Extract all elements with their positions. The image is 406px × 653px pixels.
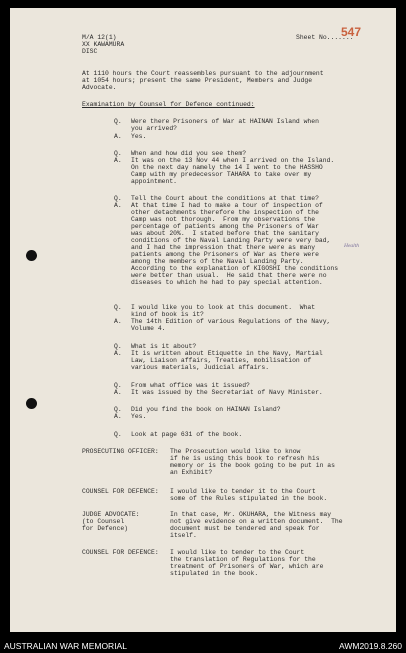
intro-line: At 1110 hours the Court reassembles pursuant to the adjournment (82, 70, 324, 77)
speaker-label: JUDGE ADVOCATE: (82, 511, 140, 518)
handwritten-annotation: Health (344, 243, 359, 249)
speaker-label: for Defence) (82, 525, 129, 532)
qa-marker: A. (114, 413, 122, 420)
statement-line: if he is using this book to refresh his (170, 455, 320, 462)
statement-line: I would like to tender it to the Court (170, 488, 316, 495)
qa-line: It was on the 13 Nov 44 when I arrived on the Island. (131, 157, 335, 164)
disc-code: DISC (82, 48, 98, 55)
qa-line: Volume 4. (131, 325, 166, 332)
qa-line: On the next day namely the 14 I went to the HASSHO (131, 164, 323, 171)
qa-line: appointment. (131, 178, 178, 185)
qa-line: was about 20%. I stated before that the sanitary (131, 230, 319, 237)
qa-line: percentage of patients among the Prisoners of War (131, 223, 319, 230)
qa-line: According to the explanation of KIGOSHI the conditions (131, 265, 339, 272)
qa-line: Tell the Court about the conditions at that time? (131, 195, 319, 202)
statement-line: some of the Rules stipulated in the book. (170, 495, 328, 502)
intro-line: Advocate. (82, 84, 117, 91)
qa-marker: Q. (114, 150, 122, 157)
qa-marker: A. (114, 157, 122, 164)
qa-line: It is written about Etiquette in the Navy, Martial (131, 350, 323, 357)
footer-right: AWM2019.8.260 (339, 641, 402, 651)
statement-line: document must be tendered and speak for (170, 525, 320, 532)
qa-line: Camp with my predecessor TAHARA to take over my (131, 171, 312, 178)
qa-line: Look at page 631 of the book. (131, 431, 243, 438)
qa-line: Yes. (131, 133, 147, 140)
statement-line: The Prosecution would like to know (170, 448, 301, 455)
qa-marker: Q. (114, 343, 122, 350)
qa-marker: Q. (114, 195, 122, 202)
qa-marker: A. (114, 389, 122, 396)
footer-left: AUSTRALIAN WAR MEMORIAL (4, 641, 127, 651)
intro-line: at 1054 hours; present the same President, Members and Judge (82, 77, 313, 84)
qa-line: At that time I had to make a tour of inspection of (131, 202, 323, 209)
qa-line: among the members of the Naval Landing Party. (131, 258, 304, 265)
statement-line: I would like to tender to the Court (170, 549, 305, 556)
statement-line: memory or is the book going to be put in as (170, 462, 335, 469)
punch-hole (26, 250, 37, 261)
statement-line: an Exhibit? (170, 469, 213, 476)
statement-line: not give evidence on a written document. The (170, 518, 343, 525)
punch-hole (26, 398, 37, 409)
statement-line: the translation of Regulations for the (170, 556, 316, 563)
qa-line: various materials, Judicial affairs. (131, 364, 270, 371)
qa-line: Yes. (131, 413, 147, 420)
qa-marker: A. (114, 318, 122, 325)
speaker-label: COUNSEL FOR DEFENCE: (82, 488, 159, 495)
qa-line: conditions of the Naval Landing Party were very bad, (131, 237, 331, 244)
qa-line: Were there Prisoners of War at HAINAN Island when (131, 118, 319, 125)
statement-line: stipulated in the book. (170, 570, 259, 577)
qa-line: diseases to which he had to pay special attention. (131, 279, 323, 286)
statement-line: treatment of Prisoners of War, which are (170, 563, 324, 570)
speaker-label: COUNSEL FOR DEFENCE: (82, 549, 159, 556)
section-heading: Examination by Counsel for Defence continued: (82, 101, 255, 108)
qa-marker: Q. (114, 304, 122, 311)
qa-marker: Q. (114, 382, 122, 389)
qa-marker: A. (114, 133, 122, 140)
qa-line: and I had the impression that there were as many (131, 244, 316, 251)
qa-marker: Q. (114, 118, 122, 125)
qa-line: Camp was not thorough. From my observations the (131, 216, 316, 223)
statement-line: In that case, Mr. OKUHARA, the Witness may (170, 511, 332, 518)
qa-line: I would like you to look at this document. What (131, 304, 316, 311)
qa-line: When and how did you see them? (131, 150, 247, 157)
qa-line: were better than usual. He said that there were no (131, 272, 327, 279)
qa-marker: A. (114, 202, 122, 209)
qa-marker: Q. (114, 431, 122, 438)
case-name: XX KAWAMURA (82, 41, 125, 48)
qa-line: What is it about? (131, 343, 197, 350)
sheet-label: Sheet No....... (296, 34, 354, 41)
speaker-label: PROSECUTING OFFICER: (82, 448, 159, 455)
qa-line: kind of book is it? (131, 311, 204, 318)
qa-line: The 14th Edition of various Regulations of the Navy, (131, 318, 331, 325)
qa-line: It was issued by the Secretariat of Navy Minister. (131, 389, 323, 396)
speaker-label: (to Counsel (82, 518, 125, 525)
qa-line: From what office was it issued? (131, 382, 250, 389)
qa-line: Did you find the book on HAINAN Island? (131, 406, 281, 413)
qa-line: Law, Liaison affairs, Treaties, mobilisation of (131, 357, 312, 364)
document-page (10, 8, 396, 632)
qa-line: patients among the Prisoners of War as there were (131, 251, 319, 258)
qa-line: other detachments therefore the inspection of the (131, 209, 319, 216)
qa-marker: A. (114, 350, 122, 357)
statement-line: itself. (170, 532, 197, 539)
sheet-number: 547 (341, 25, 362, 39)
qa-marker: Q. (114, 406, 122, 413)
file-ref: M/A 12(1) (82, 34, 117, 41)
qa-line: you arrived? (131, 125, 178, 132)
